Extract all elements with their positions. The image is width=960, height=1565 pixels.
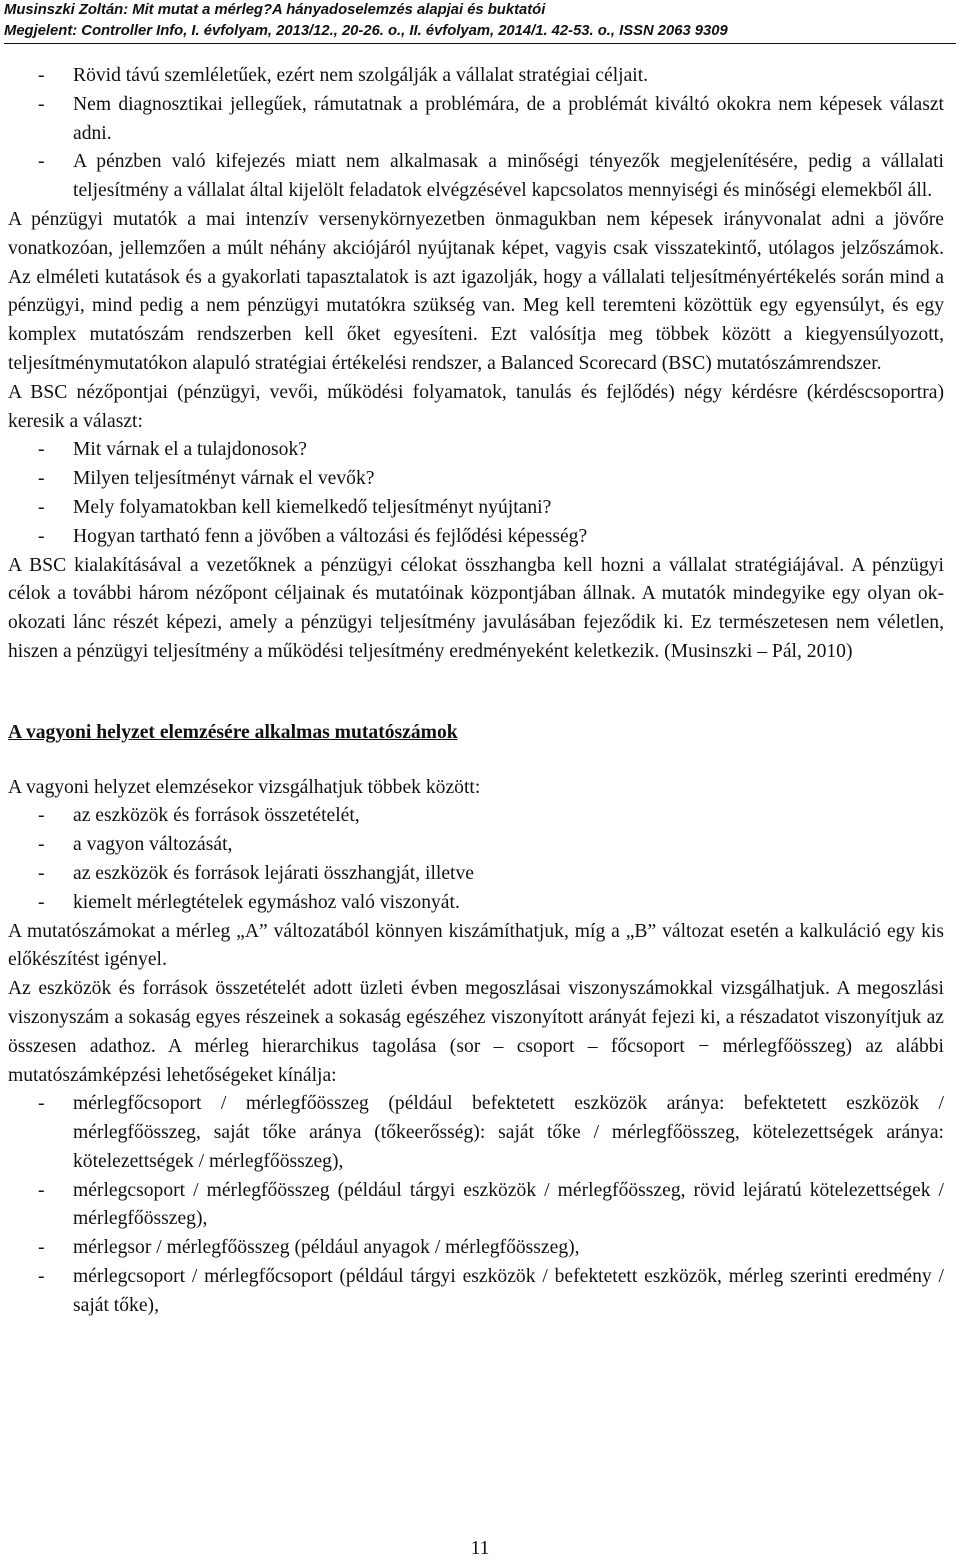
list-item-text: Rövid távú szemléletűek, ezért nem szolgálják a vállalat stratégiai céljait. — [73, 65, 649, 86]
bullet-dash — [8, 1263, 73, 1292]
bullet-dash — [8, 494, 73, 523]
list-item-text: mérlegfőcsoport / mérlegfőösszeg (például befektetett eszközök aránya: befektetett eszközök / mérlegfőösszeg, saját tőke aránya (tőkeerősség): saját tőke / mérlegfőösszeg, kötelezettségek aránya: kötelezettségek / mérlegfőösszeg), — [73, 1093, 944, 1172]
bullet-dash — [8, 860, 73, 889]
bullet-dash — [8, 523, 73, 552]
bullet-dash — [8, 889, 73, 918]
bullet-dash — [8, 802, 73, 831]
bullet-dash — [8, 465, 73, 494]
list-item — [8, 802, 944, 831]
bullet-dash — [8, 1234, 73, 1263]
bullet-dash — [8, 62, 73, 91]
paragraph-financial-indicators: A pénzügyi mutatók a mai intenzív versenykörnyezetben önmagukban nem képesek irányvonalat adni a jövőre vonatkozóan, jellemzően a múlt néhány akciójáról nyújtanak képet, vagyis csak visszatekintő, utólagos jelzőszámok. Az elméleti kutatások és a gyakorlati tapasztalatok is azt igazolják, hogy a vállalati teljesítményértékelés során mind a pénzügyi, mind pedig a nem pénzügyi mutatókra szükség van. Meg kell teremteni közöttük egy egyensúlyt, és egy komplex mutatószám rendszerben kell őket egyesíteni. Ezt valósítja meg többek között a kiegyensúlyozott, teljesítménymutatókon alapuló stratégiai értékelési rendszer, a Balanced Scorecard (BSC) mutatószámrendszer. — [8, 208, 944, 374]
list-item — [8, 860, 944, 889]
paragraph-balance-versions: A mutatószámokat a mérleg „A” változatából könnyen kiszámíthatjuk, míg a „B” változat esetén a kalkuláció egy kis előkészítést igényel. — [8, 920, 944, 971]
list-item — [8, 91, 944, 149]
list-item — [8, 1263, 944, 1321]
list-item-text: az eszközök és források lejárati összhangját, illetve — [73, 862, 474, 884]
list-item — [8, 1234, 944, 1263]
bsc-question-list — [8, 436, 944, 551]
bullet-dash — [8, 148, 73, 177]
list-item — [8, 436, 944, 465]
bullet-dash — [8, 436, 73, 465]
list-item-text: Mely folyamatokban kell kiemelkedő teljesítményt nyújtani? — [73, 496, 552, 518]
list-item-text: Hogyan tartható fenn a jövőben a változási és fejlődési képesség? — [73, 525, 588, 547]
list-item — [8, 465, 944, 494]
list-item-text: mérlegsor / mérlegfőösszeg (például anyagok / mérlegfőösszeg), — [73, 1237, 580, 1259]
list-item — [8, 1177, 944, 1235]
paragraph-bsc-perspectives: A BSC nézőpontjai (pénzügyi, vevői, működési folyamatok, tanulás és fejlődés) négy kérdésre (kérdéscsoportra) keresik a választ: — [8, 381, 944, 432]
list-item-text: a vagyon változását, — [73, 834, 233, 856]
list-item-text: kiemelt mérlegtételek egymáshoz való viszonyát. — [73, 891, 460, 913]
bullet-dash — [8, 831, 73, 860]
page-content — [8, 62, 944, 1321]
asset-analysis-list — [8, 802, 944, 917]
list-item — [8, 148, 944, 206]
list-item — [8, 1090, 944, 1176]
list-item-text: Nem diagnosztikai jellegűek, rámutatnak a problémára, de a problémát kiváltó okokra nem képesek választ adni. — [73, 93, 944, 144]
ratio-list — [8, 1090, 944, 1320]
header-publication-info: Megjelent: Controller Info, I. évfolyam, 2013/12., 20-26. o., II. évfolyam, 2014/1. 42-53. o., ISSN 2063 9309 — [4, 21, 956, 44]
list-item-text: A pénzben való kifejezés miatt nem alkalmasak a minőségi tényezők megjelenítésére, pedig a vállalati teljesítmény a vállalat által kijelölt feladatok elvégzésével kapcsolatos mennyiségi és minőségi elemekből áll. — [73, 151, 944, 202]
paragraph-asset-analysis-intro: A vagyoni helyzet elemzésekor vizsgálhatjuk többek között: — [8, 776, 481, 798]
list-item — [8, 494, 944, 523]
list-item — [8, 831, 944, 860]
heading-spacer — [8, 748, 944, 774]
paragraph-bsc-strategy: A BSC kialakításával a vezetőknek a pénzügyi célokat összhangba kell hozni a vállalat stratégiájával. A pénzügyi célok a további három nézőpont céljainak és mutatóinak központjában állnak. A mutatók mindegyike egy olyan ok-okozati lánc részét képezi, amely a pénzügyi teljesítmény javulásában fejeződik ki. Ez természetesen nem véletlen, hiszen a pénzügyi teljesítmény a működési teljesítmény eredményeként keletkezik. (Musinszki – Pál, 2010) — [8, 554, 944, 662]
page-number: 11 — [470, 1538, 490, 1559]
list-item — [8, 523, 944, 552]
list-item-text: mérlegcsoport / mérlegfőcsoport (például tárgyi eszközök / befektetett eszközök, mérleg szerinti eredmény / saját tőke), — [73, 1266, 944, 1316]
page-header — [4, 0, 956, 44]
list-item — [8, 889, 944, 918]
list-item-text: mérlegcsoport / mérlegfőösszeg (például tárgyi eszközök / mérlegfőösszeg, rövid lejáratú kötelezettségek / mérlegfőösszeg), — [73, 1179, 944, 1230]
section-heading: A vagyoni helyzet elemzésére alkalmas mutatószámok — [8, 721, 458, 743]
list-item — [8, 62, 944, 91]
bullet-dash — [8, 1090, 73, 1119]
list-item-text: Mit várnak el a tulajdonosok? — [73, 439, 307, 461]
section-spacer — [8, 667, 944, 719]
list-item-text: az eszközök és források összetételét, — [73, 805, 360, 827]
header-author-title: Musinszki Zoltán: Mit mutat a mérleg?A hányadoselemzés alapjai és buktatói — [4, 2, 546, 18]
paragraph-distribution-ratios: Az eszközök és források összetételét adott üzleti évben megoszlásai viszonyszámokkal vizsgálhatjuk. A megoszlási viszonyszám a sokaság egyes részeinek a sokaság egészéhez viszonyított arányát fejezi ki, a részadatot viszonyítjuk az összesen adathoz. A mérleg hierarchikus tagolása (sor – csoport – főcsoport − mérlegfőösszeg) az alábbi mutatószámképzési lehetőségeket kínálja: — [8, 978, 944, 1086]
intro-bullet-list — [8, 62, 944, 206]
bullet-dash — [8, 91, 73, 120]
list-item-text: Milyen teljesítményt várnak el vevők? — [73, 468, 375, 490]
bullet-dash — [8, 1177, 73, 1206]
